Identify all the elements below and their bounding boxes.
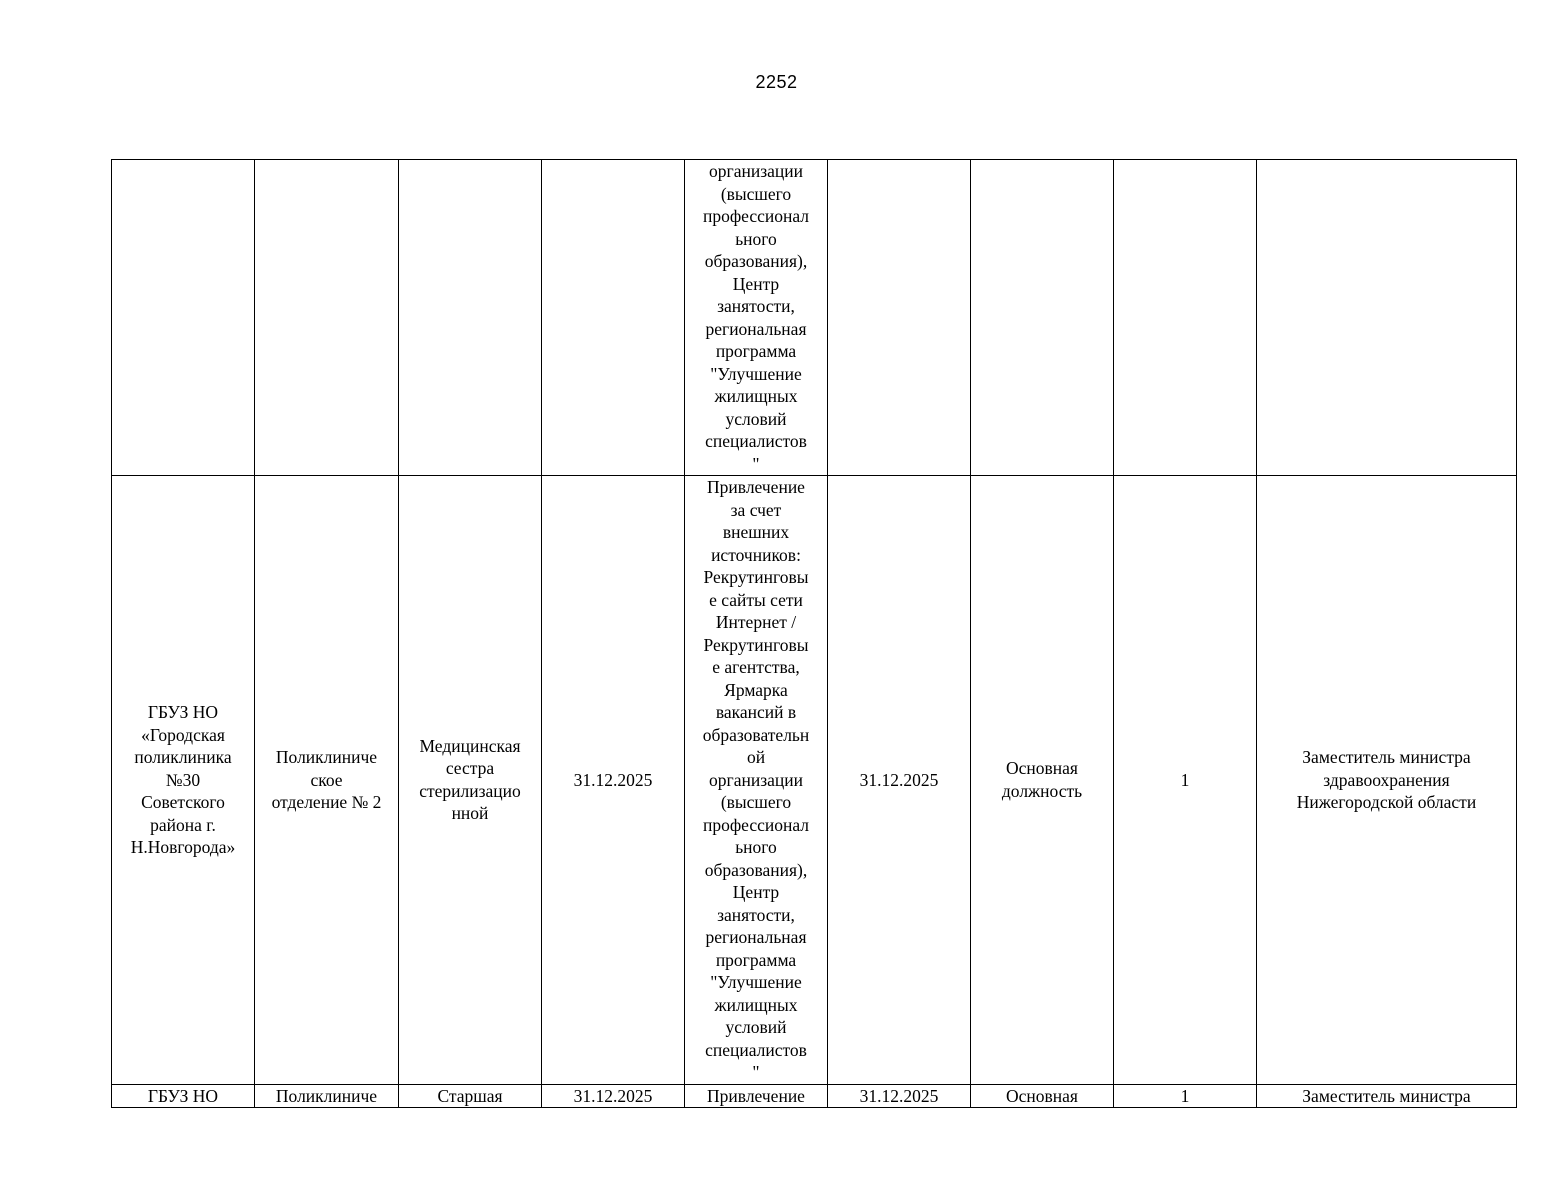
cell-recruitment-method: организации (высшего профессионал ьного образования), Центр занятости, региональная программа "Улучшение жилищных условий специалистов " [685, 160, 828, 476]
cell-deadline [828, 160, 971, 476]
vacancy-table [111, 159, 1517, 1108]
cell-responsible [1257, 160, 1517, 476]
cell-organization [112, 160, 255, 476]
cell-position: Медицинская сестра стерилизацио нной [399, 476, 542, 1085]
cell-responsible: Заместитель министра [1257, 1084, 1517, 1107]
cell-responsible: Заместитель министра здравоохранения Нижегородской области [1257, 476, 1517, 1085]
cell-position-type: Основная должность [971, 476, 1114, 1085]
page-number: 2252 [755, 72, 798, 92]
cell-position-type: Основная [971, 1084, 1114, 1107]
cell-recruitment-method: Привлечение за счет внешних источников: Рекрутинговы е сайты сети Интернет / Рекрутинговы е агентства, Ярмарка вакансий в образовательн ой организации (высшего профессионал ьного образования), Центр занятости, региональная программа "Улучшение жилищных условий специалистов " [685, 476, 828, 1085]
cell-department: Поликлиниче ское отделение № 2 [255, 476, 399, 1085]
cell-position-type [971, 160, 1114, 476]
cell-count: 1 [1114, 1084, 1257, 1107]
cell-organization: ГБУЗ НО [112, 1084, 255, 1107]
cell-department: Поликлиниче [255, 1084, 399, 1107]
table-row [112, 1084, 1517, 1107]
cell-count: 1 [1114, 476, 1257, 1085]
cell-date: 31.12.2025 [542, 1084, 685, 1107]
cell-organization: ГБУЗ НО «Городская поликлиника №30 Советского района г. Н.Новгорода» [112, 476, 255, 1085]
cell-department [255, 160, 399, 476]
cell-recruitment-method: Привлечение [685, 1084, 828, 1107]
cell-deadline: 31.12.2025 [828, 476, 971, 1085]
cell-position [399, 160, 542, 476]
table-row [112, 476, 1517, 1085]
cell-date: 31.12.2025 [542, 476, 685, 1085]
cell-position: Старшая [399, 1084, 542, 1107]
cell-deadline: 31.12.2025 [828, 1084, 971, 1107]
table-row [112, 160, 1517, 476]
cell-date [542, 160, 685, 476]
cell-count [1114, 160, 1257, 476]
